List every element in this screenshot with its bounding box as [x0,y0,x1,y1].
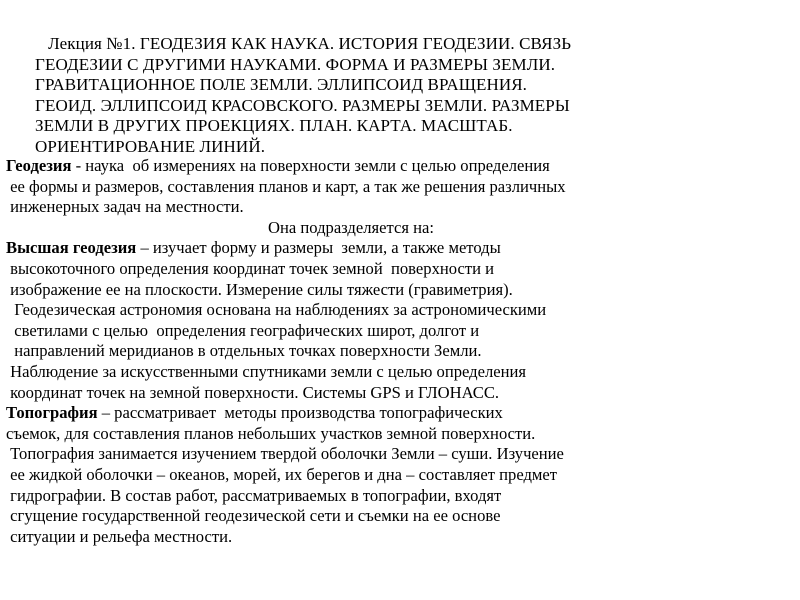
higher-geodesy-text: – изучает форму и размеры земли, а также методы [136,238,501,258]
title-line: ГЕОИД. ЭЛЛИПСОИД КРАСОВСКОГО. РАЗМЕРЫ ЗЕМЛИ. РАЗМЕРЫ [22,95,570,115]
topography-study-line: сгущение государственной геодезической сети и съемки на ее основе [6,506,501,526]
title-line: ОРИЕНТИРОВАНИЕ ЛИНИЙ. [22,136,266,156]
title-line: ГРАВИТАЦИОННОЕ ПОЛЕ ЗЕМЛИ. ЭЛЛИПСОИД ВРАЩЕНИЯ. [22,75,528,94]
higher-geodesy-term: Высшая геодезия [6,238,137,258]
higher-geodesy-line: высокоточного определения координат точек земной поверхности и [6,258,494,278]
topography-line [6,403,796,424]
lecture-body [6,156,796,547]
topography-text: – рассматривает методы производства топографических [97,403,503,423]
satellite-line: координат точек на земной поверхности. Системы GPS и ГЛОНАСС. [6,382,500,402]
title-line: Лекция №1. ГЕОДЕЗИЯ КАК НАУКА. ИСТОРИЯ ГЕОДЕЗИИ. СВЯЗЬ [22,34,572,53]
geodesy-term: Геодезия [6,156,72,175]
astronomy-line: Геодезическая астрономия основана на наблюдениях за астрономическими [6,300,547,320]
geodesy-definition-line: инженерных задач на местности. [6,197,244,217]
title-line: ГЕОДЕЗИИ С ДРУГИМИ НАУКАМИ. ФОРМА И РАЗМЕРЫ ЗЕМЛИ. [22,54,556,74]
geodesy-definition-text: - наука об измерениях на поверхности земли с целью определения [71,156,550,175]
geodesy-definition-line [6,156,796,177]
lecture-title [22,34,782,157]
topography-study-line: ее жидкой оболочки – океанов, морей, их берегов и дна – составляет предмет [6,464,558,484]
title-line: ЗЕМЛИ В ДРУГИХ ПРОЕКЦИЯХ. ПЛАН. КАРТА. МАСШТАБ. [22,116,513,135]
higher-geodesy-line [6,238,796,259]
higher-geodesy-line: изображение ее на плоскости. Измерение силы тяжести (гравиметрия). [6,279,513,299]
topography-study-line: ситуации и рельефа местности. [6,526,233,546]
topography-study-line: Топография занимается изучением твердой оболочки Земли – суши. Изучение [6,444,564,464]
geodesy-definition-line: ее формы и размеров, составления планов и карт, а так же решения различных [6,176,566,196]
satellite-line: Наблюдение за искусственными спутниками земли с целью определения [6,361,527,381]
topography-term: Топография [6,403,98,423]
topography-study-line: гидрографии. В состав работ, рассматриваемых в топографии, входят [6,485,502,505]
topography-line: съемок, для составления планов небольших участков земной поверхности. [6,423,536,443]
subdivision-heading: Она подразделяется на: [268,217,434,237]
astronomy-line: светилами с целью определения географических широт, долгот и [6,320,480,340]
astronomy-line: направлений меридианов в отдельных точках поверхности Земли. [6,341,482,361]
